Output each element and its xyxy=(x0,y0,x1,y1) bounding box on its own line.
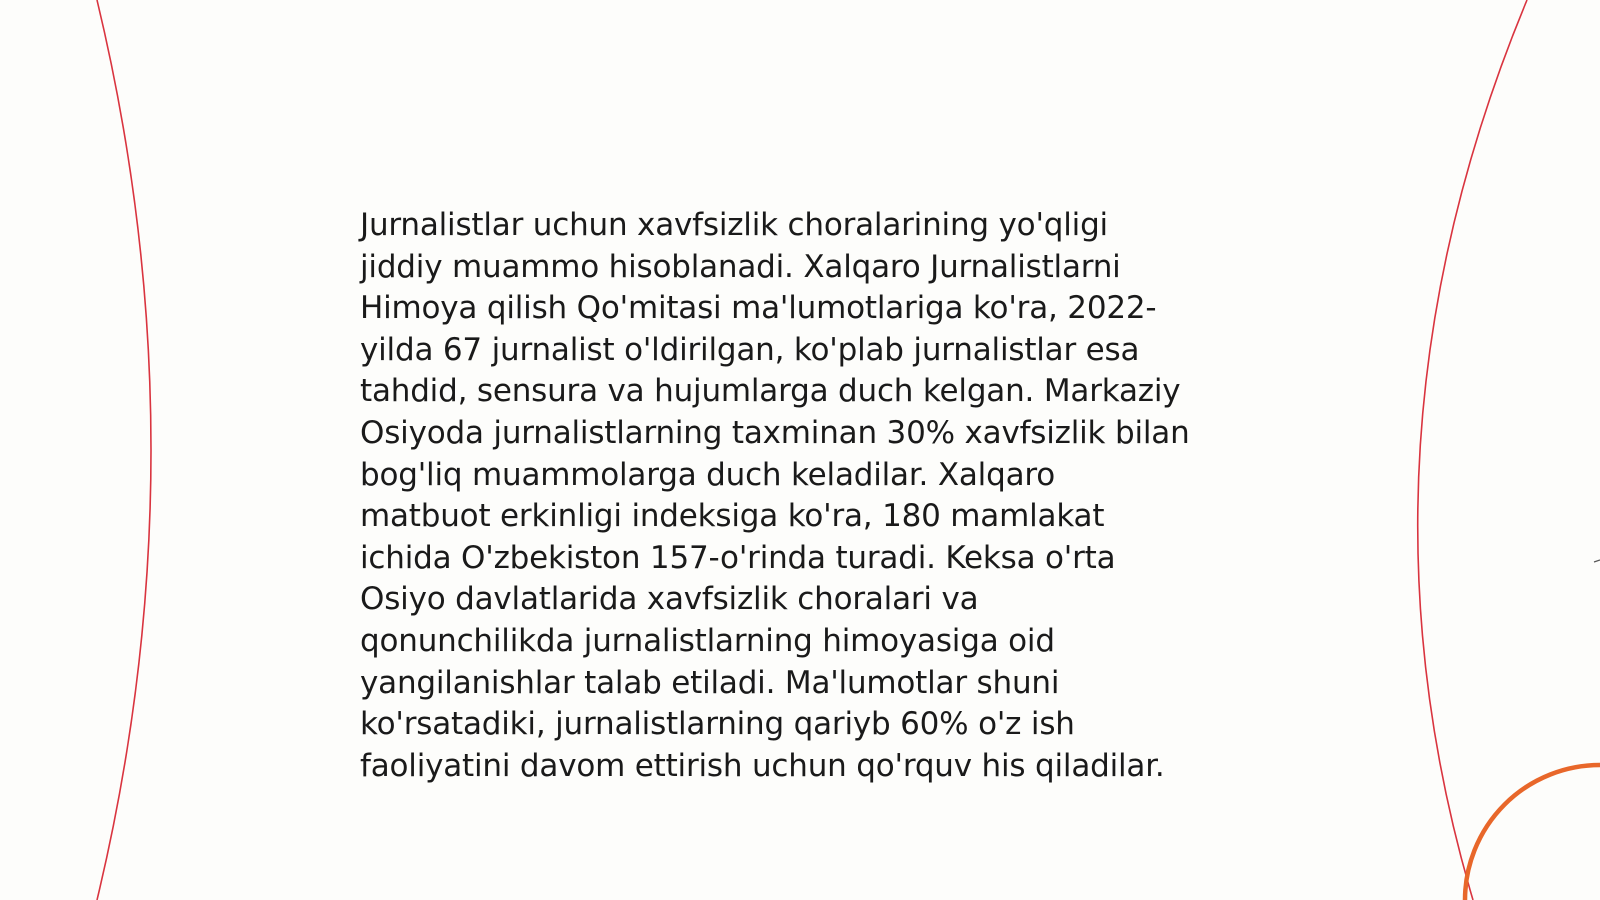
paragraph-line: bog'liq muammolarga duch keladilar. Xalqaro xyxy=(360,456,1056,493)
paragraph-line: Osiyoda jurnalistlarning taxminan 30% xavfsizlik bilan xyxy=(360,414,1190,451)
paragraph-line: yilda 67 jurnalist o'ldirilgan, ko'plab jurnalistlar esa xyxy=(360,331,1140,368)
paragraph-line: ichida O'zbekiston 157-o'rinda turadi. Keksa o'rta xyxy=(360,539,1116,576)
paragraph-line: yangilanishlar talab etiladi. Ma'lumotlar shuni xyxy=(360,664,1060,701)
right-edge-mark xyxy=(1594,560,1600,562)
paragraph-line: faoliyatini davom ettirish uchun qo'rquv his qiladilar. xyxy=(360,747,1165,784)
paragraph-line: Jurnalistlar uchun xavfsizlik choralarining yo'qligi xyxy=(360,207,1108,243)
paragraph-line: ko'rsatadiki, jurnalistlarning qariyb 60% o'z ish xyxy=(360,706,1075,743)
paragraph-line: jiddiy muammo hisoblanadi. Xalqaro Jurnalistlarni xyxy=(360,248,1121,285)
body-paragraph xyxy=(360,205,1260,787)
orange-circle xyxy=(1465,765,1600,900)
paragraph-line: tahdid, sensura va hujumlarga duch kelgan. Markaziy xyxy=(360,373,1181,410)
paragraph-line: qonunchilikda jurnalistlarning himoyasiga oid xyxy=(360,622,1055,659)
paragraph-line: Himoya qilish Qo'mitasi ma'lumotlariga ko'ra, 2022- xyxy=(360,290,1157,327)
paragraph-line: matbuot erkinligi indeksiga ko'ra, 180 mamlakat xyxy=(360,498,1105,535)
paragraph-line: Osiyo davlatlarida xavfsizlik choralari va xyxy=(360,581,979,618)
right-curve xyxy=(1418,0,1527,900)
left-curve xyxy=(97,0,151,900)
